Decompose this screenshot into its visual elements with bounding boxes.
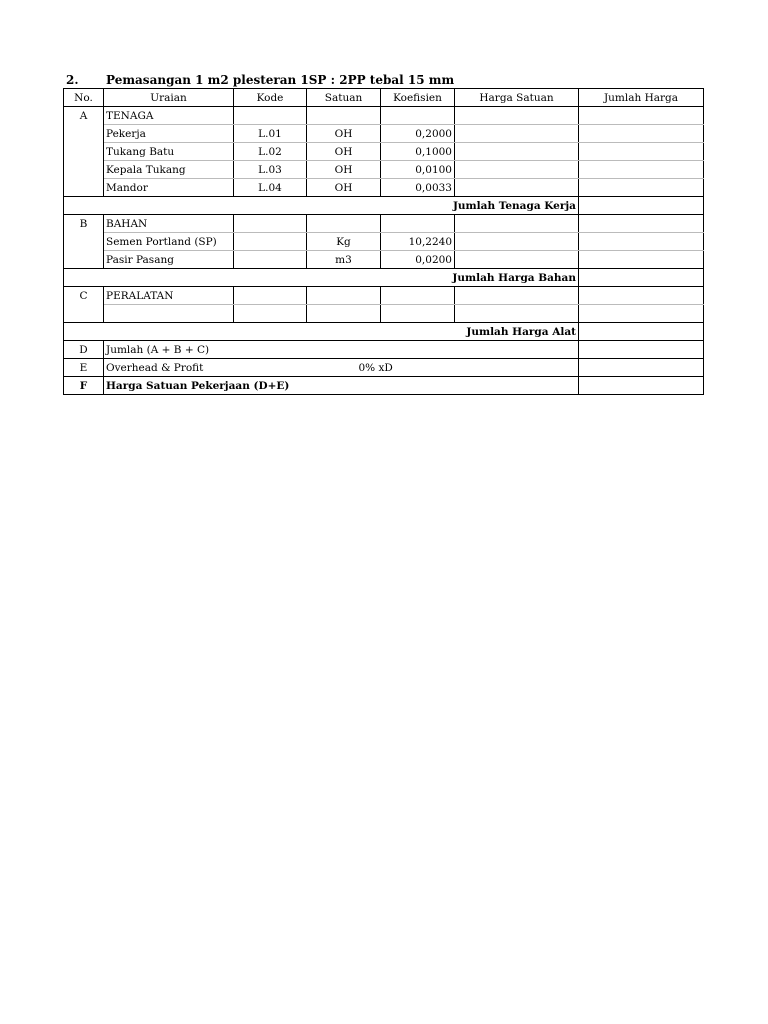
subtotal-label: Jumlah Harga Alat [64, 323, 579, 341]
header-no: No. [64, 89, 104, 107]
table-row [64, 143, 704, 161]
header-satuan: Satuan [307, 89, 381, 107]
group-label: BAHAN [104, 215, 234, 233]
row-uraian: Mandor [104, 179, 234, 197]
row-koefisien: 0,1000 [381, 143, 455, 161]
summary-no: F [64, 377, 104, 395]
row-satuan: OH [307, 125, 381, 143]
table-header-row [64, 89, 704, 107]
header-harga-satuan: Harga Satuan [455, 89, 579, 107]
table-row [64, 161, 704, 179]
group-row-bahan [64, 215, 704, 233]
subtotal-row-bahan [64, 269, 704, 287]
row-kode: L.01 [234, 125, 307, 143]
subtotal-label: Jumlah Harga Bahan [64, 269, 579, 287]
group-row-tenaga [64, 107, 704, 125]
row-uraian: Pekerja [104, 125, 234, 143]
cost-analysis-table [63, 88, 704, 395]
row-kode: L.04 [234, 179, 307, 197]
row-satuan: OH [307, 179, 381, 197]
group-label: PERALATAN [104, 287, 234, 305]
row-satuan: Kg [307, 233, 381, 251]
summary-label: Overhead & Profit [104, 359, 307, 377]
section-title: Pemasangan 1 m2 plesteran 1SP : 2PP tebal 15 mm [106, 73, 455, 87]
row-satuan: OH [307, 143, 381, 161]
row-satuan: OH [307, 161, 381, 179]
table-row [64, 125, 704, 143]
header-uraian: Uraian [104, 89, 234, 107]
row-koefisien: 0,0100 [381, 161, 455, 179]
row-uraian: Semen Portland (SP) [104, 233, 234, 251]
header-kode: Kode [234, 89, 307, 107]
row-koefisien: 0,2000 [381, 125, 455, 143]
header-jumlah-harga: Jumlah Harga [579, 89, 704, 107]
row-koefisien: 10,2240 [381, 233, 455, 251]
row-kode: L.03 [234, 161, 307, 179]
summary-formula: 0% xD [307, 359, 579, 377]
row-uraian: Tukang Batu [104, 143, 234, 161]
summary-no: E [64, 359, 104, 377]
table-row [64, 305, 704, 323]
group-no: B [64, 215, 104, 233]
row-kode [234, 251, 307, 269]
row-kode: L.02 [234, 143, 307, 161]
subtotal-label: Jumlah Tenaga Kerja [64, 197, 579, 215]
summary-row-d [64, 341, 704, 359]
group-row-peralatan [64, 287, 704, 305]
summary-row-e [64, 359, 704, 377]
section-heading [66, 71, 454, 89]
summary-no: D [64, 341, 104, 359]
row-koefisien: 0,0033 [381, 179, 455, 197]
summary-label: Harga Satuan Pekerjaan (D+E) [104, 377, 579, 395]
summary-row-f [64, 377, 704, 395]
group-no: C [64, 287, 104, 305]
subtotal-row-peralatan [64, 323, 704, 341]
summary-label: Jumlah (A + B + C) [104, 341, 579, 359]
row-satuan: m3 [307, 251, 381, 269]
row-uraian: Kepala Tukang [104, 161, 234, 179]
table-row [64, 179, 704, 197]
row-koefisien: 0,0200 [381, 251, 455, 269]
section-number: 2. [66, 73, 79, 87]
group-label: TENAGA [104, 107, 234, 125]
row-uraian: Pasir Pasang [104, 251, 234, 269]
group-no: A [64, 107, 104, 125]
table-row [64, 251, 704, 269]
table-row [64, 233, 704, 251]
header-koefisien: Koefisien [381, 89, 455, 107]
subtotal-row-tenaga [64, 197, 704, 215]
row-kode [234, 233, 307, 251]
